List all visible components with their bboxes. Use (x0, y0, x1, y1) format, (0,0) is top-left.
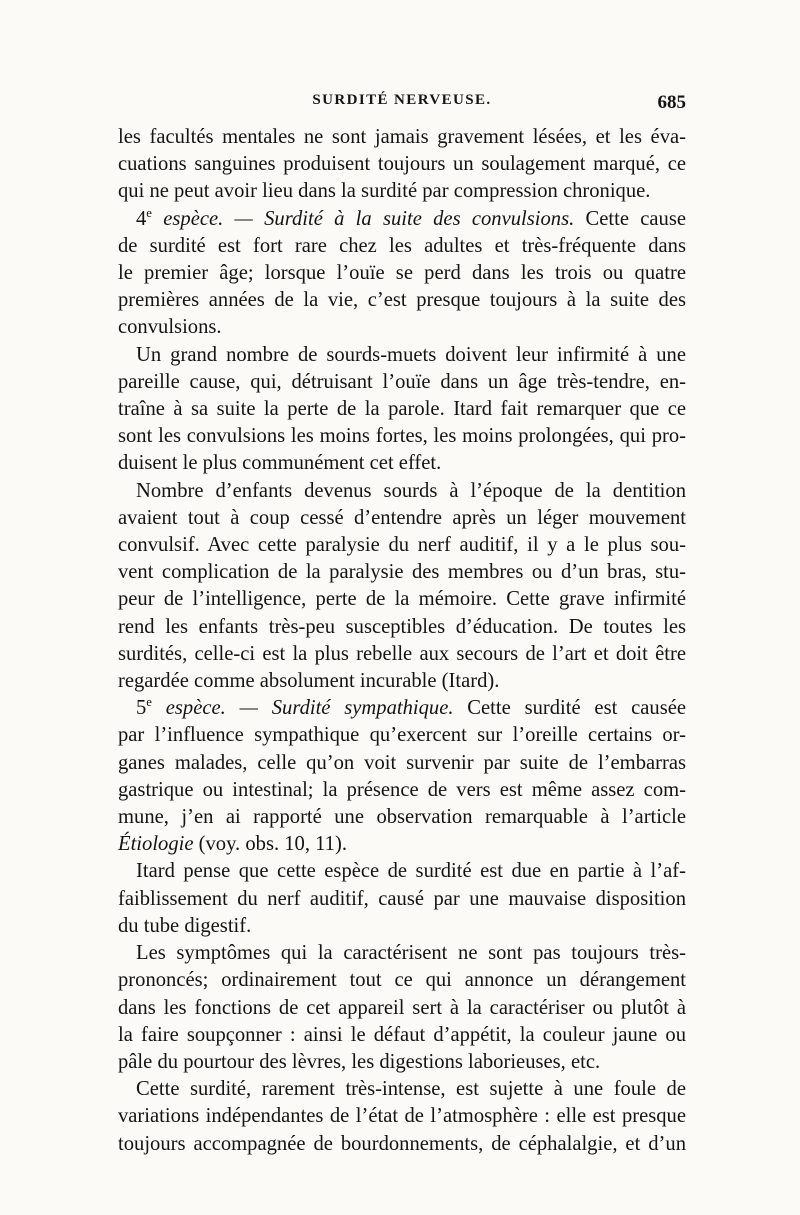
text-run: sont les convulsions les moins fortes, les moins prolongées, qui pro- (118, 425, 686, 448)
text-run: la faire soupçonner : ainsi le défaut d’appétit, la couleur jaune ou (118, 1023, 686, 1046)
text-run: rend les enfants très-peu susceptibles d’éducation. De toutes les (118, 615, 686, 638)
text-line (118, 532, 686, 559)
text-run: (voy. obs. 10, 11). (193, 833, 347, 856)
text-run: Les symptômes qui la caractérisent ne sont pas toujours très- (136, 942, 686, 965)
page-header (118, 92, 686, 122)
text-line (118, 287, 686, 314)
text-line (118, 1076, 686, 1103)
text-run: faiblissement du nerf auditif, causé par une mauvaise disposition (118, 887, 686, 910)
text-run: Un grand nombre de sourds-muets doivent leur infirmité à une (136, 343, 686, 366)
text-line (118, 1049, 686, 1076)
italic-text: espèce. — Surdité à la suite des convulsions. (151, 207, 575, 230)
text-run: Cette surdité, rarement très-intense, est sujette à une foule de (136, 1078, 686, 1101)
text-run: convulsif. Avec cette paralysie du nerf auditif, il y a le plus sou- (118, 534, 686, 557)
superscript: e (146, 695, 152, 710)
text-line (118, 369, 686, 396)
text-run: traîne à sa suite la perte de la parole. Itard fait remarquer que ce (118, 398, 686, 421)
text-line (118, 614, 686, 641)
text-line (118, 995, 686, 1022)
text-run: cuations sanguines produisent toujours un soulagement marqué, ce (118, 153, 686, 176)
text-line (118, 913, 686, 940)
text-run: convulsions. (118, 316, 222, 339)
text-run: duisent le plus communément cet effet. (118, 452, 442, 475)
text-line (118, 722, 686, 749)
italic-text: espèce. — Surdité sympathique. (151, 697, 454, 720)
text-line (118, 1103, 686, 1130)
page-number: 685 (657, 92, 686, 113)
text-line (118, 342, 686, 369)
text-run: vent complication de la paralysie des membres ou d’un bras, stu- (118, 561, 686, 584)
text-run: Cette cause (574, 207, 686, 230)
text-line (118, 178, 686, 205)
text-line (118, 124, 686, 151)
text-run: regardée comme absolument incurable (Itard). (118, 670, 500, 693)
superscript: e (146, 205, 152, 220)
text-line (118, 804, 686, 831)
text-line (118, 260, 686, 287)
text-line (118, 940, 686, 967)
text-run: Cette surdité est causée (453, 697, 686, 720)
text-line (118, 559, 686, 586)
text-line (118, 1131, 686, 1158)
text-line (118, 478, 686, 505)
text-line (118, 1022, 686, 1049)
text-line (118, 396, 686, 423)
text-run: 4 (136, 207, 147, 230)
text-run: avaient tout à coup cessé d’entendre après un léger mouvement (118, 506, 686, 529)
running-title: SURDITÉ NERVEUSE. (312, 92, 492, 108)
text-line (118, 450, 686, 477)
text-run: par l’influence sympathique qu’exercent sur l’oreille certains or- (118, 724, 686, 747)
text-line (118, 641, 686, 668)
text-run: du tube digestif. (118, 914, 252, 937)
text-line (118, 423, 686, 450)
text-line (118, 886, 686, 913)
italic-text: Étiologie (118, 833, 194, 856)
text-line (118, 206, 686, 233)
text-line (118, 967, 686, 994)
text-run: pâle du pourtour des lèvres, les digestions laborieuses, etc. (118, 1050, 601, 1073)
text-line (118, 314, 686, 341)
text-run: le premier âge; lorsque l’ouïe se perd dans les trois ou quatre (118, 262, 686, 285)
text-run: toujours accompagnée de bourdonnements, de céphalalgie, et d’un (118, 1132, 686, 1155)
text-run: Itard pense que cette espèce de surdité est due en partie à l’af- (136, 860, 686, 883)
body-text (118, 124, 686, 1158)
text-line (118, 233, 686, 260)
text-run: surdités, celle-ci est la plus rebelle aux secours de l’art et doit être (118, 642, 686, 665)
text-line (118, 750, 686, 777)
text-run: dans les fonctions de cet appareil sert à la caractériser ou plutôt à (118, 996, 686, 1019)
text-run: gastrique ou intestinal; la présence de vers est même assez com- (118, 778, 686, 801)
text-line (118, 505, 686, 532)
text-run: premières années de la vie, c’est presque toujours à la suite des (118, 289, 686, 312)
text-line (118, 858, 686, 885)
text-run: pareille cause, qui, détruisant l’ouïe dans un âge très-tendre, en- (118, 370, 686, 393)
text-line (118, 586, 686, 613)
text-run: Nombre d’enfants devenus sourds à l’époque de la dentition (136, 479, 686, 502)
text-run: qui ne peut avoir lieu dans la surdité par compression chronique. (118, 180, 651, 203)
text-line (118, 831, 686, 858)
text-run: ganes malades, celle qu’on voit survenir par suite de l’embarras (118, 751, 686, 774)
text-run: prononcés; ordinairement tout ce qui annonce un dérangement (118, 969, 686, 992)
text-run: variations indépendantes de l’état de l’atmosphère : elle est presque (118, 1105, 686, 1128)
text-line (118, 777, 686, 804)
text-run: peur de l’intelligence, perte de la mémoire. Cette grave infirmité (118, 588, 686, 611)
text-run: mune, j’en ai rapporté une observation remarquable à l’article (118, 806, 686, 829)
text-run: de surdité est fort rare chez les adultes et très-fréquente dans (118, 234, 686, 257)
text-line (118, 151, 686, 178)
text-run: 5 (136, 697, 147, 720)
text-run: les facultés mentales ne sont jamais gravement lésées, et les éva- (118, 126, 686, 148)
text-line (118, 695, 686, 722)
text-line (118, 668, 686, 695)
